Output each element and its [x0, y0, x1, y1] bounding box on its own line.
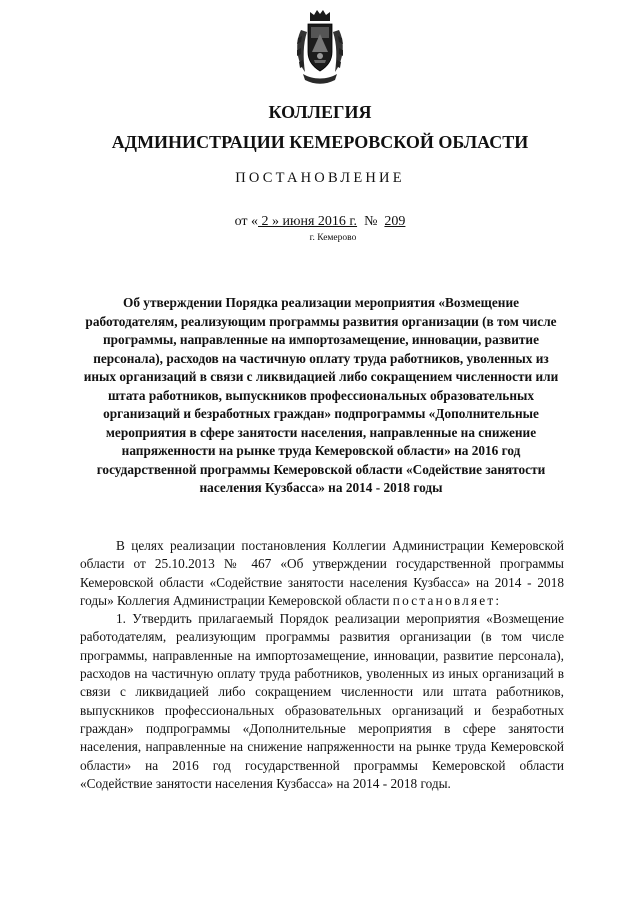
document-number: 209	[384, 214, 406, 229]
organization-name-line2: АДМИНИСТРАЦИИ КЕМЕРОВСКОЙ ОБЛАСТИ	[111, 132, 529, 152]
paragraph-item-1: 1. Утвердить прилагаемый Порядок реализации мероприятия «Возмещение работодателям, реализующим программы развития организации (в том числе программы, направленные на импортозамещение, инновации, развитие персонала), расходов на частичную оплату труда работников, уволенных из иных организаций в связи с ликвидацией либо сокращением численности или штата работников, выпускников профессиональных образовательных организаций и безработных граждан» подпрограммы «Дополнительные мероприятия в сфере занятости населения, направленные на снижение напряженности на рынке труда Кемеровской области» на 2016 год государственной программы Кемеровской области «Содействие занятости населения Кузбасса» на 2014 - 2018 годы.	[80, 611, 564, 791]
document-subject: Об утверждении Порядка реализации мероприятия «Возмещение работодателям, реализующим программы развития организации (в том числе программы, направленные на импортозамещение, инновации, развитие персонала), расходов на частичную оплату труда работников, уволенных из иных организаций в связи с ликвидацией либо сокращением численности или штата работников, выпускников профессиональных образовательных организаций и безработных граждан» подпрограммы «Дополнительные мероприятия в сфере занятости населения, направленные на снижение напряженности на рынке труда Кемеровской области» на 2016 год государственной программы Кемеровской области «Содействие занятости населения Кузбасса» на 2014 - 2018 годы	[83, 295, 559, 495]
date-day-close: »	[272, 214, 280, 229]
document-body	[80, 537, 564, 793]
city-label: г. Кемерово	[309, 233, 357, 243]
date-prefix: от «	[234, 214, 259, 229]
date-month-year: июня 2016 г.	[279, 214, 358, 229]
paragraph-preamble	[80, 537, 564, 610]
resolves-word: постановляет:	[392, 592, 502, 608]
coat-of-arms-icon	[293, 8, 347, 88]
preamble-text: В целях реализации постановления Коллегии Администрации Кемеровской области от 25.10.2013 № 467 «Об утверждении государственной программы Кемеровской области «Содействие занятости населения Кузбасса» на 2014 - 2018 годы» Коллегия Администрации Кемеровской области	[80, 538, 564, 608]
document-type: ПОСТАНОВЛЕНИЕ	[235, 170, 405, 186]
organization-name-line1: КОЛЛЕГИЯ	[268, 102, 372, 122]
date-day: 2	[258, 214, 273, 229]
number-sign: №	[357, 214, 385, 229]
date-line	[0, 214, 640, 230]
